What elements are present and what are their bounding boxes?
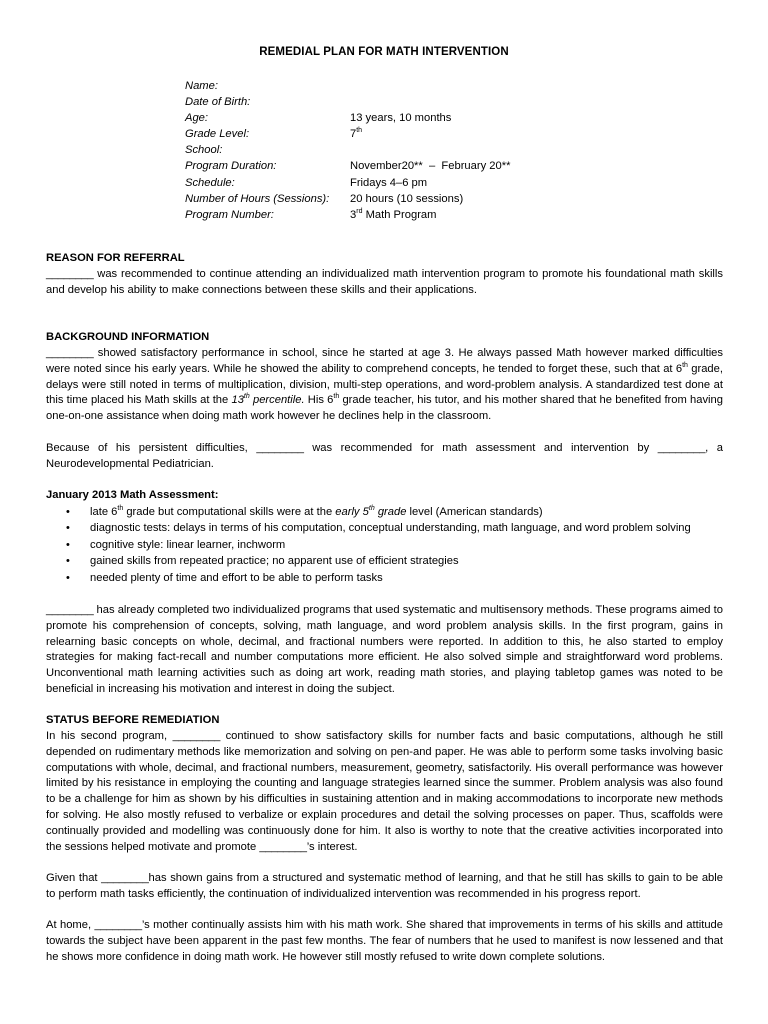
status-paragraph-3: At home, ________’s mother continually assists him with his math work. She shared that improvements in terms of his skills and attitude towards the subject have been apparent in the past few months. The fear of numbers that he used to manifest is now lessened and that he shows more confidence in doing math work. He however still mostly refused to write down complete solutions. (46, 919, 723, 963)
grade-value: 7th (350, 127, 363, 141)
school-label: School: (185, 144, 223, 157)
assessment-heading: January 2013 Math Assessment: (46, 489, 219, 501)
background-heading: BACKGROUND INFORMATION (46, 331, 210, 343)
list-item: • late 6th grade but computational skills were at the early 5th grade level (American standards) (46, 504, 723, 520)
status-paragraph-1: In his second program, ________ continued to show satisfactory skills for number facts and basic computations, although he still depended on rudimentary methods like memorization and solving on pen-and paper. He was able to perform some tasks involving basic computations with whole, decimal, and fractional numbers, measurement, geometry, satisfactorily. His overall performance was however limited by his resistance in employing the counting and language strategies learned since the summer. Problem analysis was also found to be a challenge for him as shown by his difficulties in sustaining attention and in making accommodations to incorporate new methods for solving. He also mostly refused to verbalize or explain procedures and detail the solving processes on paper. Thus, scaffolds were continually provided and modelling was continuously done for him. It also is worthy to note that the creative activities incorporated into the sessions helped motivate and promote ________’s interest. (46, 730, 724, 853)
list-item: • diagnostic tests: delays in terms of his computation, conceptual understanding, math language, and word problem solving (46, 520, 723, 536)
age-value: 13 years, 10 months (350, 112, 452, 125)
grade-label: Grade Level: (185, 128, 250, 141)
assessment-list (46, 504, 723, 586)
document-title: REMEDIAL PLAN FOR MATH INTERVENTION (259, 46, 509, 58)
hours-value: 20 hours (10 sessions) (350, 192, 464, 205)
schedule-value: Fridays 4–6 pm (350, 176, 428, 189)
referral-heading: REASON FOR REFERRAL (46, 252, 185, 264)
schedule-label: Schedule: (185, 176, 235, 189)
status-paragraph-2: Given that ________has shown gains from a structured and systematic method of learning, and that he still has skills to gain to be able to perform math tasks efficiently, the continuation of individualized intervention was recommended in his progress report. (46, 872, 723, 900)
program-value: 3rd Math Program (350, 207, 437, 221)
status-heading: STATUS BEFORE REMEDIATION (46, 714, 220, 726)
list-item: • gained skills from repeated practice; no apparent use of efficient strategies (46, 553, 723, 569)
background-paragraph-1: ________ showed satisfactory performance in school, since he started at age 3. He always passed Math however marked difficulties were noted since his early years. While he showed the ability to comprehend concepts, he tended to forget these, such that at 6th grade, delays were still noted in terms of multiplication, division, multi-step operations, and word-problem analysis. A standardized test done at this time placed his Math skills at the 13th percentile. His 6th grade teacher, his tutor, and his mother shared that he benefited from having one-on-one assistance when doing math work however he declines help in the classroom. (46, 347, 723, 423)
duration-value: November20** – February 20** (350, 160, 511, 173)
dob-label: Date of Birth: (185, 96, 251, 109)
list-item: • needed plenty of time and effort to be able to perform tasks (46, 570, 723, 586)
background-paragraph-2: Because of his persistent difficulties, ________ was recommended for math assessment and intervention by ________, a Neurodevelopmental Pediatrician. (46, 442, 723, 470)
programs-paragraph: ________ has already completed two individualized programs that used systematic and multisensory methods. These programs aimed to promote his comprehension of concepts, solving, math language, and word problem analysis skills. In the first program, gains in relearning basic concepts on whole, decimal, and fractional numbers were reported. In addition to this, he also started to employ strategies for making fact-recall and number computations more efficient. He also solved simple and straightforward word problems. Unconventional math learning activities such as doing art work, reading math stories, and playing tabletop games was noted to be beneficial in increasing his motivation and interest in doing the subject. (46, 604, 723, 695)
hours-label: Number of Hours (Sessions): (185, 192, 330, 205)
duration-label: Program Duration: (185, 160, 277, 173)
list-item: • cognitive style: linear learner, inchworm (46, 537, 723, 553)
referral-paragraph: ________ was recommended to continue attending an individualized math intervention program to promote his foundational math skills and develop his ability to make connections between these skills and their applications. (46, 268, 723, 296)
program-label: Program Number: (185, 208, 274, 221)
name-label: Name: (185, 80, 218, 92)
age-label: Age: (185, 112, 209, 125)
